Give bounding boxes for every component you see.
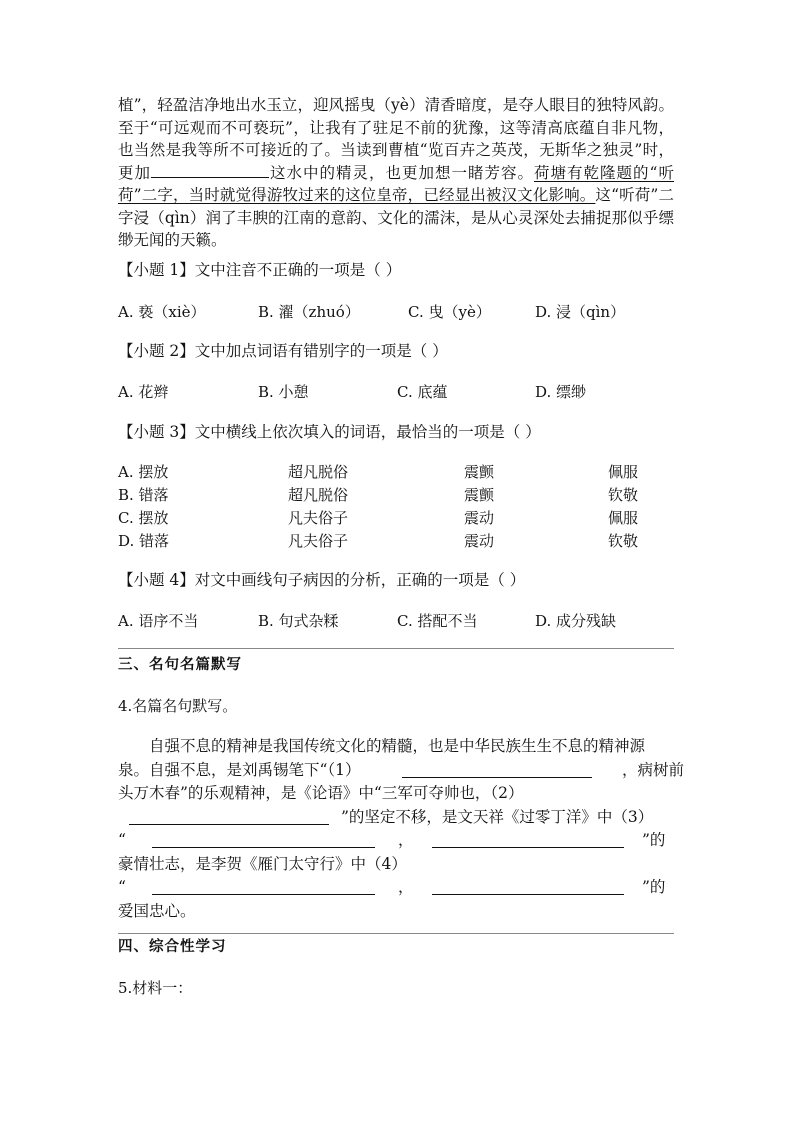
q2-option-a: A. 花辫: [118, 383, 169, 401]
text-line: [118, 735, 674, 759]
q4-option-b: B. 句式杂糅: [258, 612, 339, 630]
text-line: [118, 853, 674, 877]
q3-cell: 佩服: [608, 463, 639, 481]
text-line: [118, 782, 674, 806]
q3-cell: B. 错落: [118, 486, 169, 504]
close-quote: ”的: [642, 831, 666, 849]
q4-option-a: A. 语序不当: [118, 612, 199, 630]
question-3-options: [118, 461, 674, 553]
section-4-item: 5.材料一：: [118, 979, 193, 997]
text-line-content: 自强不息的精神是我国传统文化的精髓，也是中华民族生生不息的精神源: [149, 737, 646, 755]
close-quote: ”的: [642, 878, 666, 896]
q3-cell: 震颤: [464, 486, 495, 504]
q3-cell: 震动: [464, 532, 495, 550]
fill-blank-4a[interactable]: [152, 879, 375, 895]
fill-blank-3a[interactable]: [152, 832, 375, 848]
question-2-prompt: 【小题 2】文中加点词语有错别字的一项是（ ）: [118, 342, 448, 360]
q3-cell: 钦敬: [608, 486, 639, 504]
q3-cell: A. 摆放: [118, 463, 169, 481]
q2-option-b: B. 小憩: [258, 383, 309, 401]
q3-option-row: [118, 461, 674, 484]
comma: ，: [398, 878, 414, 896]
q3-option-row: [118, 507, 674, 530]
fill-blank-1[interactable]: [402, 762, 592, 778]
underlined-sentence: 荷塘有乾隆题的“听荷”二字，当时就觉得游牧过来的这位皇帝，已经显出被汉文化影响。: [118, 163, 674, 204]
text-line-content: ，病树前: [622, 760, 685, 779]
q2-option-c: C. 底蕴: [397, 383, 448, 401]
text-line: [118, 759, 685, 783]
text-line-content: ”的坚定不移，是文天祥《过零丁洋》中（3）: [341, 807, 654, 826]
comma: ，: [398, 831, 414, 849]
open-quote: “: [118, 878, 126, 896]
fill-blank-4b[interactable]: [432, 879, 624, 895]
q3-cell: 超凡脱俗: [288, 486, 349, 504]
q2-option-d: D. 缥缈: [535, 383, 587, 401]
q1-option-d: D. 浸（qìn）: [535, 303, 626, 321]
section-4-title: 四、综合性学习: [118, 938, 227, 955]
blank-1: [151, 162, 269, 178]
section-3-item: 4.名篇名句默写。: [118, 697, 238, 715]
open-quote: “: [118, 831, 126, 849]
q3-cell: 钦敬: [608, 532, 639, 550]
q3-cell: 震动: [464, 509, 495, 527]
reading-passage: [118, 94, 674, 252]
text-line-content: 泉。自强不息，是刘禹锡笔下“（1）: [118, 760, 361, 779]
q3-cell: 超凡脱俗: [288, 463, 349, 481]
q3-cell: 凡夫俗子: [288, 532, 349, 550]
q1-option-a: A. 亵（xiè）: [118, 303, 206, 321]
q4-option-d: D. 成分残缺: [535, 612, 617, 630]
text-line: [118, 900, 674, 924]
question-4-prompt: 【小题 4】对文中画线句子病因的分析，正确的一项是（ ）: [118, 571, 526, 589]
q1-option-c: C. 曳（yè）: [408, 303, 491, 321]
q3-cell: 凡夫俗子: [288, 509, 349, 527]
passage-seg4: 这“听荷”二字浸（qìn）润了丰腴的江南的意韵、文化的濡沫，是从心灵深处去捕捉那似乎缥缈无闻的天籁。: [118, 186, 674, 249]
fill-blank-2[interactable]: [129, 809, 329, 825]
q3-option-row: [118, 530, 674, 553]
section-divider: [118, 933, 674, 934]
text-line-content: 爱国忠心。: [118, 901, 196, 920]
q4-option-c: C. 搭配不当: [397, 612, 478, 630]
text-line: [118, 876, 674, 900]
passage-seg2: 这水中的精灵，也更加想一睹芳容。: [269, 163, 535, 182]
question-3-prompt: 【小题 3】文中横线上依次填入的词语，最恰当的一项是（ ）: [118, 423, 541, 441]
text-line-content: 豪情壮志，是李贺《雁门太守行》中（4）: [118, 854, 407, 873]
q3-cell: C. 摆放: [118, 509, 169, 527]
passage-seg1: 植”，轻盈洁净地出水玉立，迎风摇曳（yè）清香暗度，是夺人眼目的独特风韵。至于“可远观而不可亵玩”，让我有了驻足不前的犹豫，这等清高底蕴自非凡物，也当然是我等所不可接近的了。当读到曹植“览百卉之英茂，无斯华之独灵”时，更加: [118, 96, 674, 182]
q3-cell: 佩服: [608, 509, 639, 527]
q3-option-row: [118, 484, 674, 507]
q3-cell: D. 错落: [118, 532, 170, 550]
recitation-paragraph: [118, 735, 685, 923]
text-line-content: 头万木春”的乐观精神，是《论语》中“三军可夺帅也，（2）: [118, 784, 524, 802]
fill-blank-3b[interactable]: [432, 832, 624, 848]
document-page: [118, 94, 685, 997]
text-line: [118, 806, 674, 830]
section-3-title: 三、名句名篇默写: [118, 656, 242, 673]
q3-cell: 震颤: [464, 463, 495, 481]
section-divider: [118, 648, 674, 649]
q1-option-b: B. 濯（zhuó）: [258, 303, 360, 321]
text-line: [118, 829, 674, 853]
question-1-prompt: 【小题 1】文中注音不正确的一项是（ ）: [118, 261, 402, 279]
